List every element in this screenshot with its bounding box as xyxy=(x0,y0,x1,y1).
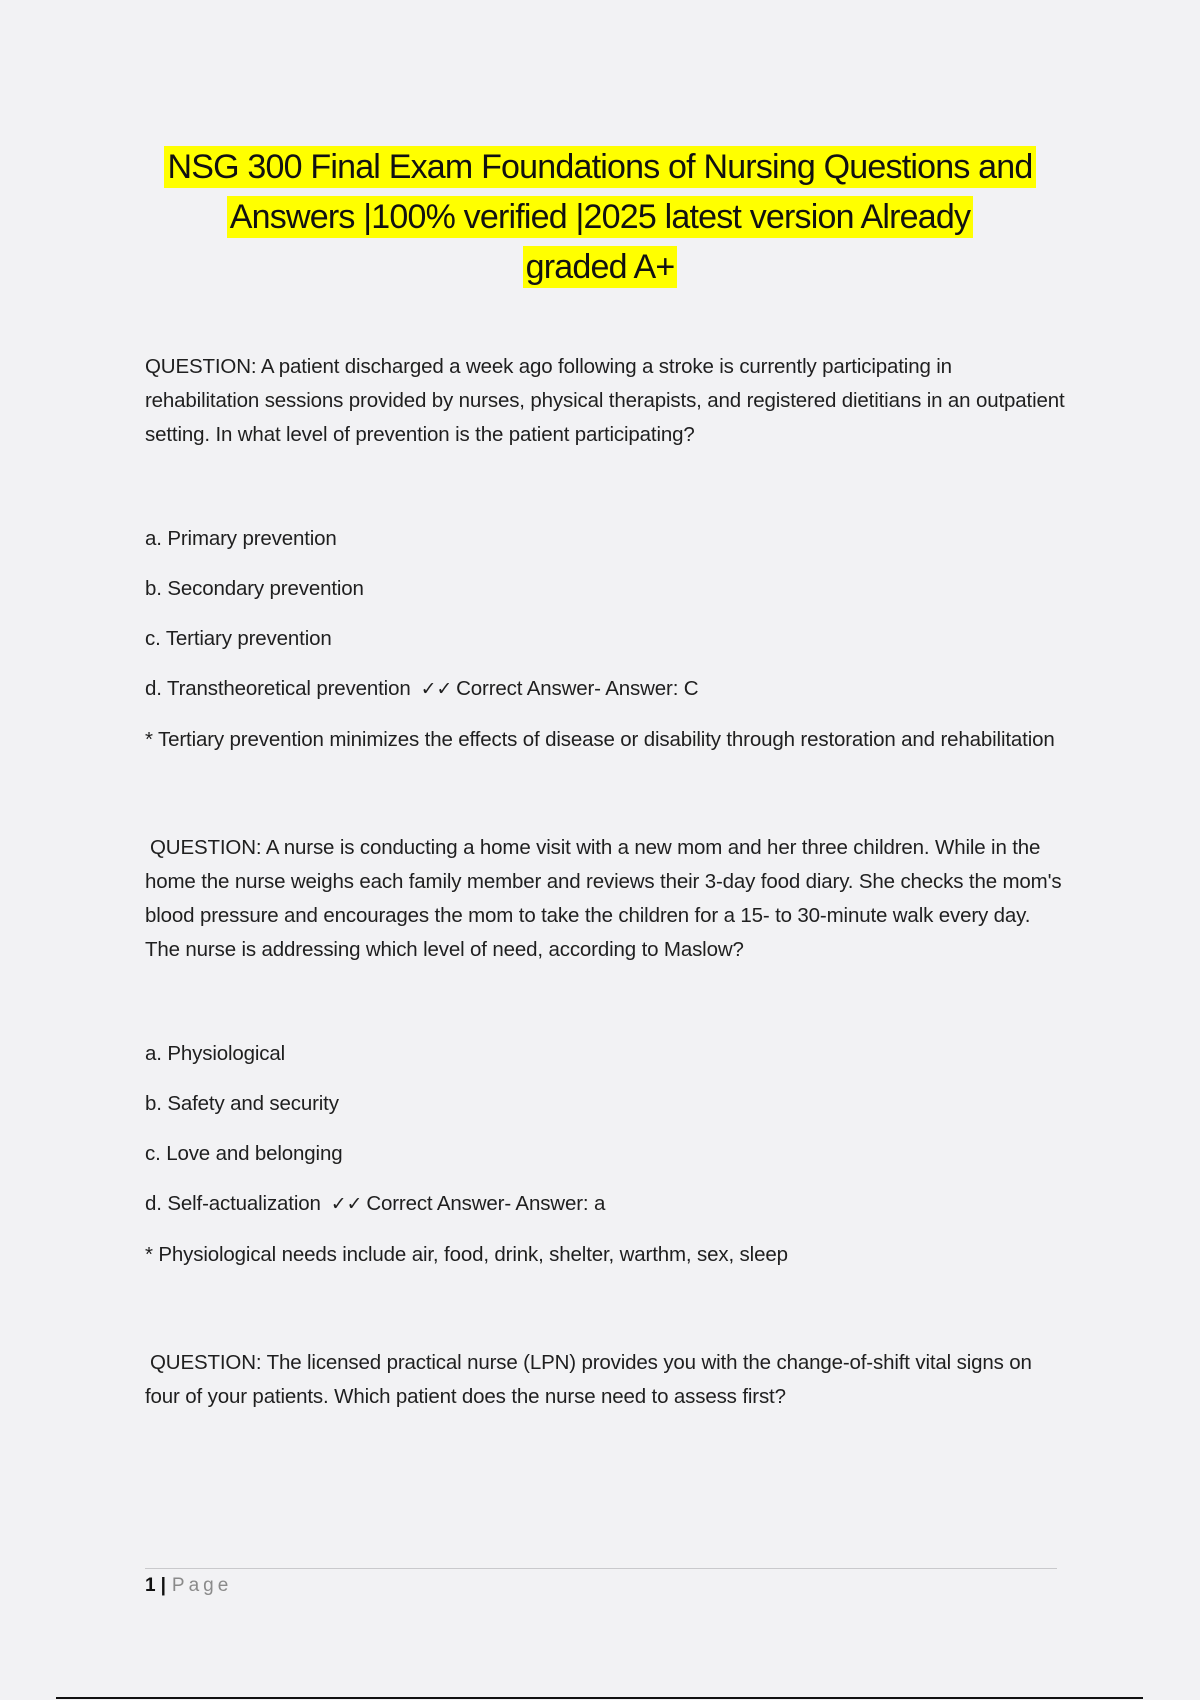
question-2-option-d-with-answer xyxy=(145,1187,1065,1221)
question-2-text: QUESTION: A nurse is conducting a home visit with a new mom and her three children. While in the home the nurse weighs each family member and reviews their 3-day food diary. She checks the mom's blood pressure and encourages the mom to take the children for a 15- to 30-minute walk every day. The nurse is addressing which level of need, according to Maslow? xyxy=(145,836,1062,961)
double-check-icon: ✓✓ xyxy=(420,678,453,700)
question-2-option-d: d. Self-actualization xyxy=(145,1192,321,1215)
question-2-option-c: c. Love and belonging xyxy=(145,1142,343,1165)
page-bottom-border xyxy=(56,1697,1143,1699)
question-2-answer: Correct Answer- Answer: a xyxy=(366,1192,606,1215)
double-check-icon: ✓✓ xyxy=(330,1193,363,1215)
question-2-option-b: b. Safety and security xyxy=(145,1092,339,1115)
page-label: Page xyxy=(171,1575,233,1596)
question-1-text: QUESTION: A patient discharged a week ago following a stroke is currently participating in rehabilitation sessions provided by nurses, physical therapists, and registered dietitians in an outpatient setting. In what level of prevention is the patient participating? xyxy=(145,355,1065,446)
page-footer xyxy=(145,1572,232,1600)
question-1-answer: Correct Answer- Answer: C xyxy=(456,677,699,700)
title-line-2: Answers |100% verified |2025 latest version Already xyxy=(227,196,973,238)
title-line-1: NSG 300 Final Exam Foundations of Nursing Questions and xyxy=(164,146,1035,188)
question-1-option-a: a. Primary prevention xyxy=(145,527,337,550)
document-title xyxy=(140,142,1060,292)
question-1-option-c: c. Tertiary prevention xyxy=(145,627,332,650)
question-1-rationale: * Tertiary prevention minimizes the effects of disease or disability through restoration and rehabilitation xyxy=(145,728,1055,751)
footer-separator: | xyxy=(160,1575,166,1596)
question-1-option-b: b. Secondary prevention xyxy=(145,577,364,600)
question-1-option-d: d. Transtheoretical prevention xyxy=(145,677,411,700)
question-2-option-a: a. Physiological xyxy=(145,1042,286,1065)
footer-divider xyxy=(145,1568,1057,1569)
title-line-3: graded A+ xyxy=(523,246,678,288)
document-body xyxy=(145,350,1065,1484)
question-3-text: QUESTION: The licensed practical nurse (LPN) provides you with the change-of-shift vital signs on four of your patients. Which patient does the nurse need to assess first? xyxy=(145,1351,1032,1408)
question-2-rationale: * Physiological needs include air, food, drink, shelter, warthm, sex, sleep xyxy=(145,1243,788,1266)
question-1-option-d-with-answer xyxy=(145,672,1065,706)
page-number: 1 xyxy=(145,1575,156,1596)
